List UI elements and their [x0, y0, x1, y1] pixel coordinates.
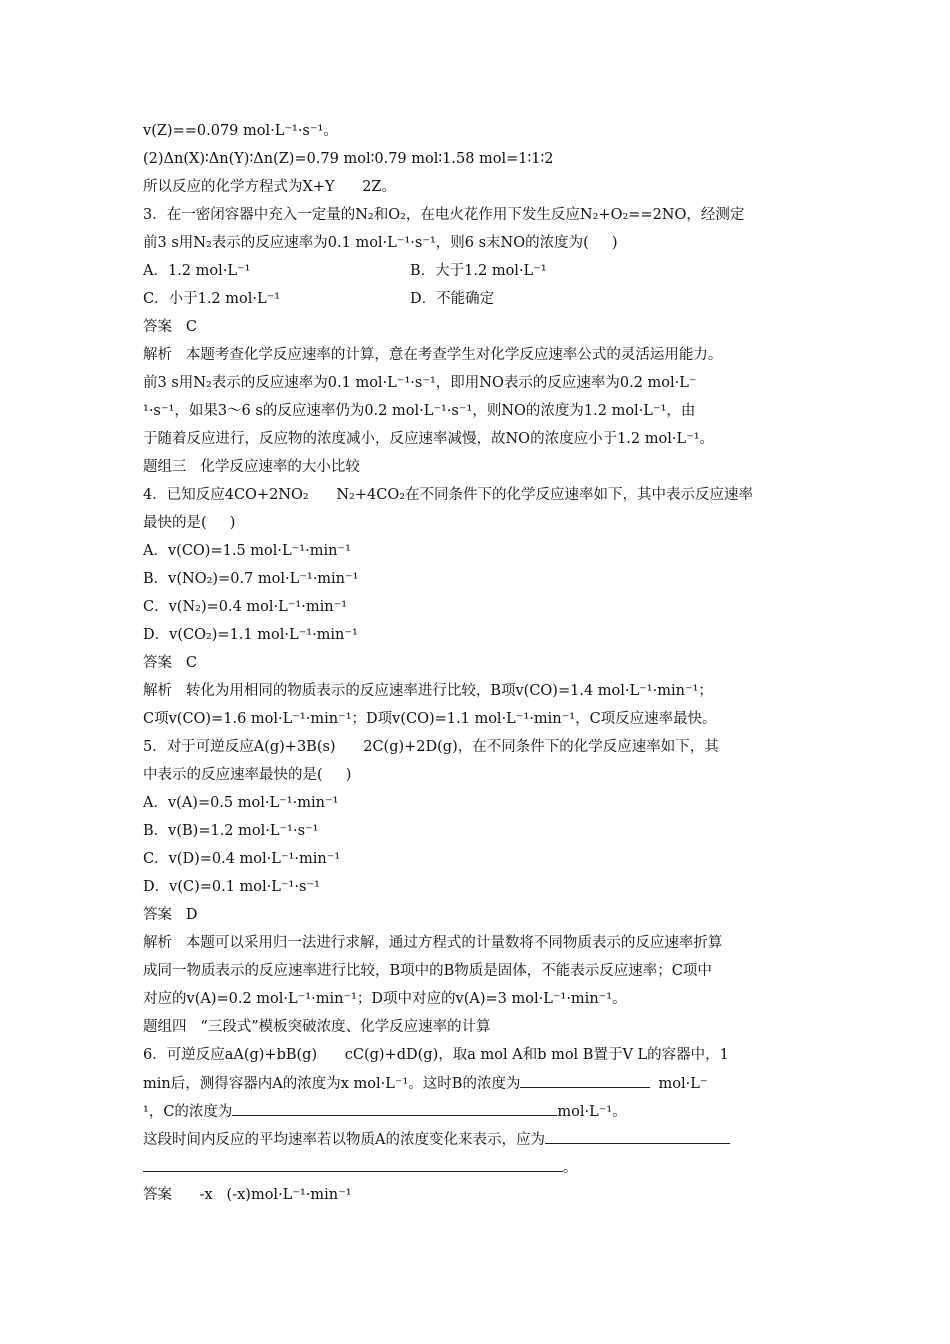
answer-line: 答案 C: [143, 319, 197, 335]
analysis-line: 对应的v(A)=0.2 mol·L⁻¹·min⁻¹；D项中对应的v(A)=3 mol·L⁻¹·min⁻¹。: [143, 991, 627, 1007]
question-6-stem: 6．可逆反应aA(g)+bB(g) cC(g)+dD(g)，取a mol A和b mol B置于V L的容器中，1: [143, 1047, 729, 1063]
blank-average-rate-continued[interactable]: [143, 1157, 563, 1172]
text-line: 所以反应的化学方程式为X+Y 2Z。: [143, 179, 396, 195]
option-a: A．1.2 mol·L⁻¹: [143, 263, 251, 279]
text-line: v(Z)==0.079 mol·L⁻¹·s⁻¹。: [143, 123, 338, 139]
answer-line: 答案 -x (-x)mol·L⁻¹·min⁻¹: [143, 1187, 352, 1203]
analysis-line: 成同一物质表示的反应速率进行比较，B项中的B物质是固体，不能表示反应速率；C项中: [143, 963, 712, 979]
blank-b-concentration[interactable]: [520, 1073, 650, 1088]
analysis-line: 解析 转化为用相同的物质表示的反应速率进行比较，B项v(CO)=1.4 mol·L⁻¹·min⁻¹；: [143, 683, 713, 699]
analysis-line: 前3 s用N₂表示的反应速率为0.1 mol·L⁻¹·s⁻¹，即用NO表示的反应速率为0.2 mol·L⁻: [143, 375, 697, 391]
question-3-stem: 前3 s用N₂表示的反应速率为0.1 mol·L⁻¹·s⁻¹，则6 s末NO的浓度为( ): [143, 235, 618, 251]
question-4-stem: 最快的是( ): [143, 515, 236, 531]
question-3-stem: 3．在一密闭容器中充入一定量的N₂和O₂，在电火花作用下发生反应N₂+O₂==2NO，经测定: [143, 207, 745, 223]
blank-average-rate[interactable]: [545, 1129, 730, 1144]
option-a: A．v(A)=0.5 mol·L⁻¹·min⁻¹: [143, 795, 339, 811]
option-b: B．大于1.2 mol·L⁻¹: [410, 263, 547, 279]
blank-c-concentration[interactable]: [232, 1101, 557, 1116]
question-6-stem: 这段时间内反应的平均速率若以物质A的浓度变化来表示，应为: [143, 1129, 730, 1150]
section-heading: 题组四 “三段式”模板突破浓度、化学反应速率的计算: [143, 1019, 491, 1035]
text-line: (2)Δn(X)∶Δn(Y)∶Δn(Z)=0.79 mol∶0.79 mol∶1.58 mol=1∶1∶2: [143, 151, 554, 167]
question-4-stem: 4．已知反应4CO+2NO₂ N₂+4CO₂在不同条件下的化学反应速率如下，其中表示反应速率: [143, 487, 754, 503]
analysis-line: 于随着反应进行，反应物的浓度减小，反应速率减慢，故NO的浓度应小于1.2 mol·L⁻¹。: [143, 431, 715, 447]
analysis-line: 解析 本题考查化学反应速率的计算，意在考查学生对化学反应速率公式的灵活运用能力。: [143, 347, 723, 363]
option-c: C．小于1.2 mol·L⁻¹: [143, 291, 281, 307]
option-d: D．v(CO₂)=1.1 mol·L⁻¹·min⁻¹: [143, 627, 358, 643]
question-6-stem: ¹，C的浓度为 mol·L⁻¹。: [143, 1101, 627, 1122]
option-a: A．v(CO)=1.5 mol·L⁻¹·min⁻¹: [143, 543, 351, 559]
analysis-line: ¹·s⁻¹，如果3～6 s的反应速率仍为0.2 mol·L⁻¹·s⁻¹，则NO的浓度为1.2 mol·L⁻¹，由: [143, 403, 696, 419]
analysis-line: C项v(CO)=1.6 mol·L⁻¹·min⁻¹；D项v(CO)=1.1 mol·L⁻¹·min⁻¹，C项反应速率最快。: [143, 711, 717, 727]
answer-line: 答案 D: [143, 907, 198, 923]
option-b: B．v(NO₂)=0.7 mol·L⁻¹·min⁻¹: [143, 571, 359, 587]
analysis-line: 解析 本题可以采用归一法进行求解，通过方程式的计量数将不同物质表示的反应速率折算: [143, 935, 723, 951]
option-c: C．v(D)=0.4 mol·L⁻¹·min⁻¹: [143, 851, 341, 867]
section-heading: 题组三 化学反应速率的大小比较: [143, 459, 360, 475]
option-c: C．v(N₂)=0.4 mol·L⁻¹·min⁻¹: [143, 599, 348, 615]
option-d: D．不能确定: [410, 291, 495, 307]
question-6-stem: min后，测得容器内A的浓度为x mol·L⁻¹。这时B的浓度为 mol·L⁻: [143, 1073, 707, 1094]
option-d: D．v(C)=0.1 mol·L⁻¹·s⁻¹: [143, 879, 320, 895]
question-5-stem: 中表示的反应速率最快的是( ): [143, 767, 352, 783]
option-b: B．v(B)=1.2 mol·L⁻¹·s⁻¹: [143, 823, 319, 839]
question-6-stem: 。: [143, 1157, 578, 1178]
question-5-stem: 5．对于可逆反应A(g)+3B(s) 2C(g)+2D(g)，在不同条件下的化学反应速率如下，其: [143, 739, 719, 755]
answer-line: 答案 C: [143, 655, 197, 671]
